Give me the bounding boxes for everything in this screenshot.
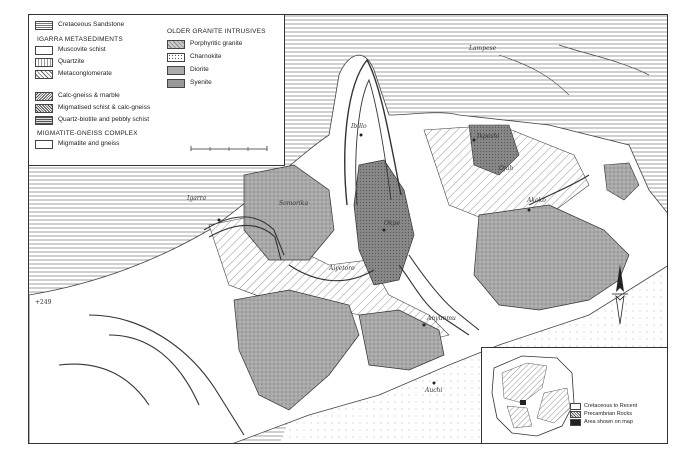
inset-legend-label: Precambrian Rocks — [584, 411, 632, 417]
legend-label: Quartz-biotite and pebbly schist — [58, 116, 150, 124]
place-label-ojah: Ojah — [499, 165, 514, 172]
elevation-label: +249 — [35, 299, 52, 306]
legend-swatch — [35, 58, 53, 67]
place-label-somorika: Somorika — [279, 200, 309, 207]
legend-label: Migmatised schist & calc-gneiss — [58, 104, 151, 112]
place-label-anyunmu: Anyunmu — [427, 315, 456, 322]
inset-swatch — [570, 411, 581, 418]
legend-label: Porphyritic granite — [190, 40, 243, 48]
inset-swatch — [570, 419, 581, 426]
legend-heading-migmatite: MIGMATITE-GNEISS COMPLEX — [37, 130, 138, 137]
inset-legend-item — [570, 410, 637, 418]
map-legend — [29, 15, 285, 166]
inset-legend-item — [570, 418, 637, 426]
inset-legend-label: Area shown on map — [584, 419, 633, 425]
place-label-igarra: Igarra — [187, 195, 207, 202]
legend-label: Syenite — [190, 79, 212, 87]
legend-swatch — [167, 66, 185, 75]
legend-item — [35, 46, 106, 55]
legend-label: Migmatite and gneiss — [58, 140, 120, 148]
legend-cretaceous — [35, 21, 124, 30]
scale-bar — [189, 143, 269, 153]
legend-item — [167, 66, 209, 75]
legend-item — [35, 58, 84, 67]
inset-legend — [570, 402, 637, 426]
legend-label: Muscovite schist — [58, 46, 106, 54]
legend-label: Metaconglomerate — [58, 70, 112, 78]
legend-item — [35, 116, 149, 125]
legend-item — [35, 104, 150, 113]
legend-label: Calc-gneiss & marble — [58, 92, 120, 100]
legend-heading-intrusives: OLDER GRANITE INTRUSIVES — [167, 28, 266, 35]
legend-item — [35, 140, 119, 149]
place-label-ibillo: Ibillo — [351, 123, 367, 130]
legend-label: Charnokite — [190, 53, 222, 61]
legend-swatch — [167, 40, 185, 49]
legend-swatch — [167, 53, 185, 62]
legend-swatch — [35, 116, 53, 125]
legend-swatch — [35, 92, 53, 101]
swatch-cretaceous — [35, 21, 53, 30]
place-label-akoko: Akoko — [527, 197, 546, 204]
legend-item — [167, 79, 212, 88]
legend-swatch — [35, 140, 53, 149]
legend-item — [167, 40, 242, 49]
place-label-okpe: Okpe — [384, 220, 400, 227]
place-label-ikpeshi: Ikpeshi — [477, 133, 500, 140]
legend-swatch — [35, 104, 53, 113]
legend-item — [167, 53, 221, 62]
inset-map — [481, 347, 668, 444]
legend-item — [35, 92, 120, 101]
inset-country-outline — [482, 348, 668, 444]
inset-legend-item — [570, 402, 637, 410]
legend-heading-metasediments: IGARRA METASEDIMENTS — [37, 36, 123, 43]
place-label-lampese: Lampese — [469, 45, 497, 52]
legend-label: Diorite — [190, 66, 209, 74]
north-arrow-icon — [612, 262, 628, 326]
legend-swatch — [35, 70, 53, 79]
geological-map — [28, 14, 668, 444]
legend-label: Quartzite — [58, 58, 85, 66]
legend-swatch — [167, 79, 185, 88]
inset-legend-label: Cretaceous to Recent — [584, 403, 638, 409]
place-label-auchi: Auchi — [425, 387, 443, 394]
place-label-aiyetoro: Aiyetoro — [329, 265, 355, 272]
inset-swatch — [570, 403, 581, 410]
legend-item — [35, 70, 112, 79]
legend-swatch — [35, 46, 53, 55]
legend-label: Cretaceous Sandstone — [58, 21, 125, 29]
